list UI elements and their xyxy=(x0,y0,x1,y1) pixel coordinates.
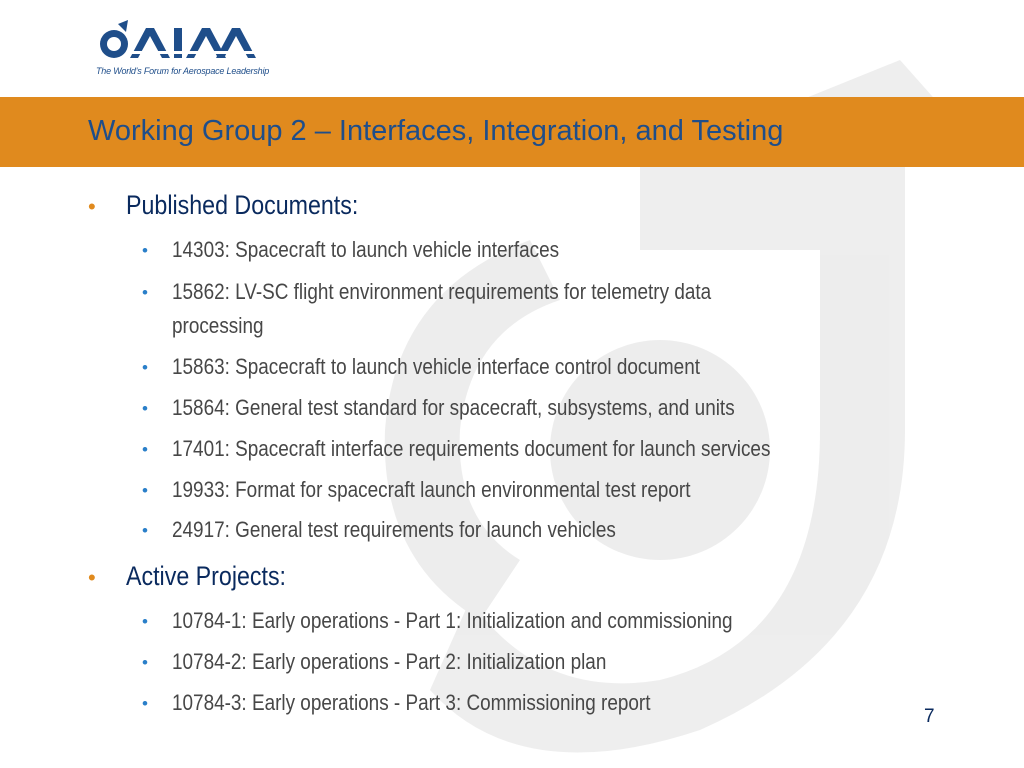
list-item: 15864: General test standard for spacecraft, subsystems, and units xyxy=(172,395,735,420)
item-bullet: • xyxy=(142,653,148,672)
logo-tagline: The World's Forum for Aerospace Leadership xyxy=(96,66,270,76)
item-bullet: • xyxy=(142,521,148,540)
list-item-continuation: processing xyxy=(172,313,264,338)
item-bullet: • xyxy=(142,694,148,713)
list-item: 10784-1: Early operations - Part 1: Initialization and commissioning xyxy=(172,608,733,633)
section-heading-active: Active Projects: xyxy=(126,561,287,591)
page-title: Working Group 2 – Interfaces, Integration, and Testing xyxy=(88,115,784,147)
page-number: 7 xyxy=(924,706,935,727)
item-bullet: • xyxy=(142,358,148,377)
item-bullet: • xyxy=(142,241,148,260)
list-item: 15862: LV-SC flight environment requirements for telemetry data xyxy=(172,279,712,304)
item-bullet: • xyxy=(142,440,148,459)
list-item: 14303: Spacecraft to launch vehicle interfaces xyxy=(172,237,560,262)
section-bullet: • xyxy=(88,565,96,590)
list-item: 10784-2: Early operations - Part 2: Initialization plan xyxy=(172,649,607,674)
section-heading-published: Published Documents: xyxy=(126,190,359,220)
section-bullet: • xyxy=(88,194,96,219)
item-bullet: • xyxy=(142,612,148,631)
list-item: 24917: General test requirements for launch vehicles xyxy=(172,517,616,542)
item-bullet: • xyxy=(142,283,148,302)
item-bullet: • xyxy=(142,399,148,418)
list-item: 19933: Format for spacecraft launch environmental test report xyxy=(172,477,691,502)
item-bullet: • xyxy=(142,481,148,500)
list-item: 10784-3: Early operations - Part 3: Commissioning report xyxy=(172,690,651,715)
list-item: 17401: Spacecraft interface requirements document for launch services xyxy=(172,436,771,461)
list-item: 15863: Spacecraft to launch vehicle interface control document xyxy=(172,354,700,379)
